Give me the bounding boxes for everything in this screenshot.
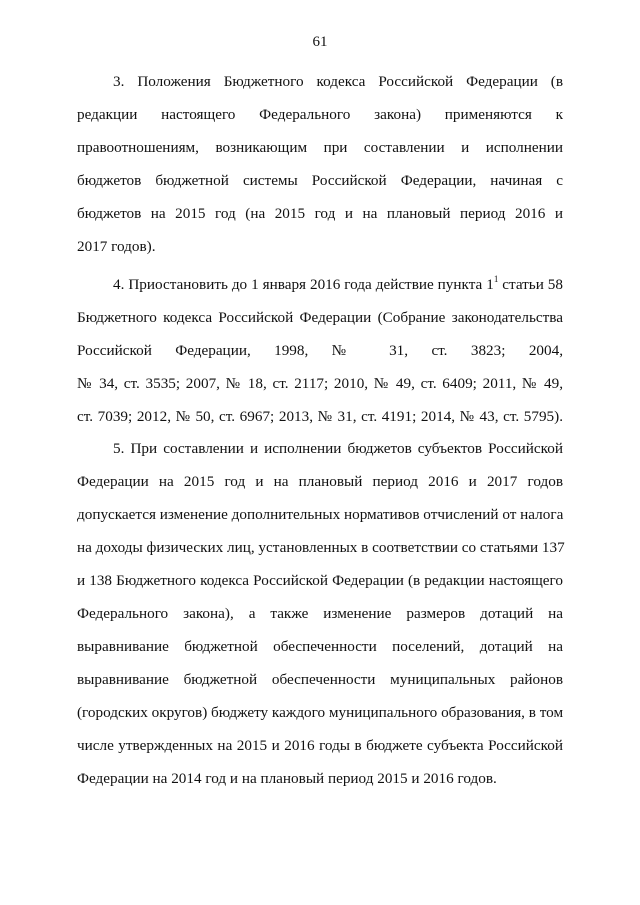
paragraph-line: ст. 7039; 2012, № 50, ст. 6967; 2013, № 31, ст. 4191; 2014, № 43, ст. 5795). bbox=[77, 408, 563, 425]
paragraph-line: числе утвержденных на 2015 и 2016 годы в бюджете субъекта Российской bbox=[77, 737, 563, 754]
paragraph-line bbox=[77, 268, 563, 301]
paragraph-line: допускается изменение дополнительных нормативов отчислений от налога bbox=[77, 506, 564, 523]
paragraph-line: и 138 Бюджетного кодекса Российской Федерации (в редакции настоящего bbox=[77, 572, 563, 589]
paragraph-line: (городских округов) бюджету каждого муниципального образования, в том bbox=[77, 704, 564, 721]
paragraph-line: 3. Положения Бюджетного кодекса Российской Федерации (в bbox=[113, 73, 563, 90]
page-number: 61 bbox=[312, 34, 328, 50]
paragraph-line: Российской Федерации, 1998, № 31, ст. 3823; 2004, bbox=[77, 342, 563, 359]
paragraph-3 bbox=[77, 65, 563, 263]
paragraph-line: 2017 годов). bbox=[77, 238, 156, 255]
paragraph-4 bbox=[77, 268, 563, 433]
superscript-one: 1 bbox=[493, 273, 499, 284]
paragraph-line: Бюджетного кодекса Российской Федерации (Собрание законодательства bbox=[77, 309, 563, 326]
paragraph-line: 5. При составлении и исполнении бюджетов субъектов Российской bbox=[113, 440, 563, 457]
paragraph-4-text-start: 4. Приостановить до 1 января 2016 года действие пункта 1 bbox=[113, 276, 494, 293]
paragraph-line: правоотношениям, возникающим при составлении и исполнении bbox=[77, 139, 563, 156]
paragraph-line: на доходы физических лиц, установленных в соответствии со статьями 137 bbox=[77, 539, 565, 556]
paragraph-line: бюджетов на 2015 год (на 2015 год и на плановый период 2016 и bbox=[77, 205, 563, 222]
paragraph-line: № 34, ст. 3535; 2007, № 18, ст. 2117; 2010, № 49, ст. 6409; 2011, № 49, bbox=[77, 375, 563, 392]
paragraph-line: Федерации на 2015 год и на плановый период 2016 и 2017 годов bbox=[77, 473, 563, 490]
paragraph-line: Федерации на 2014 год и на плановый период 2015 и 2016 годов. bbox=[77, 770, 497, 787]
paragraph-line: редакции настоящего Федерального закона) применяются к bbox=[77, 106, 563, 123]
paragraph-4-text-end: статьи 58 bbox=[498, 276, 563, 293]
paragraph-line: Федерального закона), а также изменение размеров дотаций на bbox=[77, 605, 563, 622]
paragraph-line: выравнивание бюджетной обеспеченности муниципальных районов bbox=[77, 671, 563, 688]
paragraph-5 bbox=[77, 432, 563, 795]
paragraph-line: бюджетов бюджетной системы Российской Федерации, начиная с bbox=[77, 172, 563, 189]
paragraph-line: выравнивание бюджетной обеспеченности поселений, дотаций на bbox=[77, 638, 563, 655]
